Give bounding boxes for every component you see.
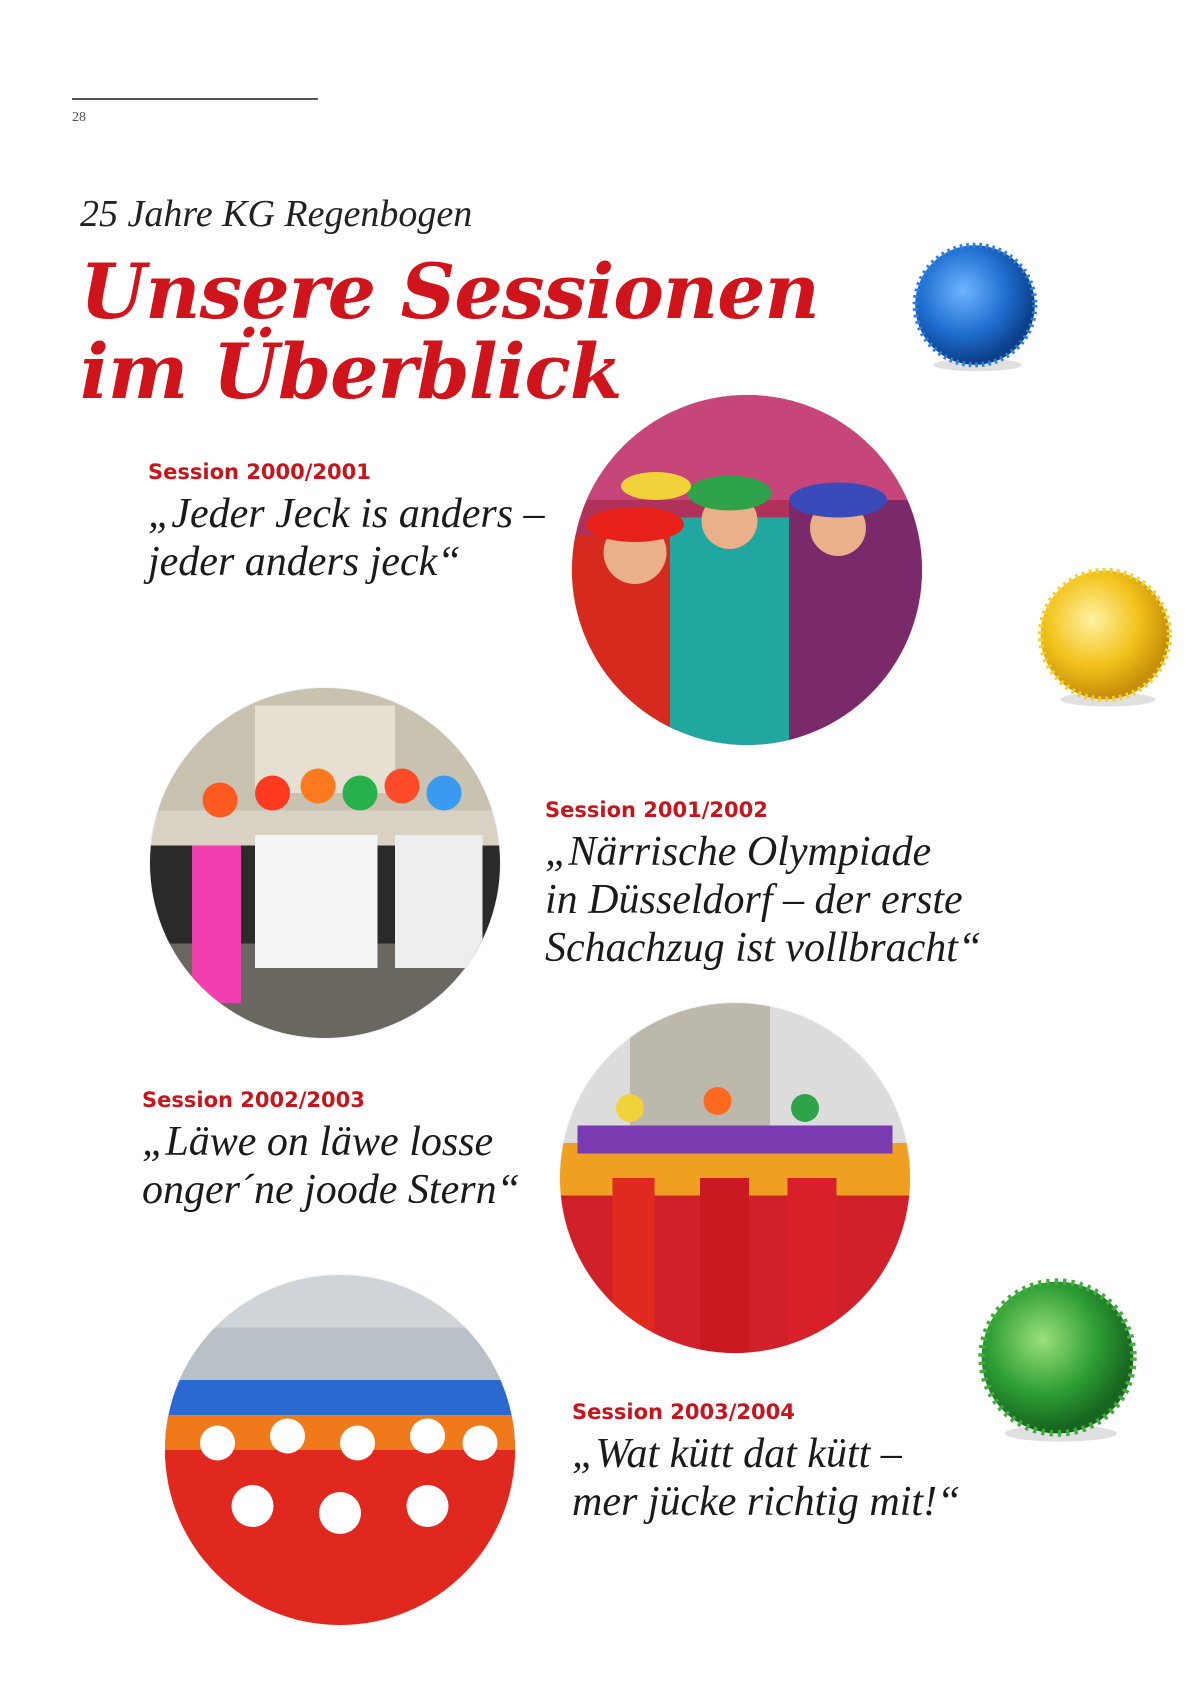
motto-line: jeder anders jeck“ (148, 539, 461, 585)
session-2001-2002 (545, 798, 981, 972)
session-motto (572, 1430, 960, 1526)
photo-session-2001-2002 (150, 688, 500, 1038)
photo-session-2000-2001 (572, 395, 922, 745)
motto-line: „Jeder Jeck is anders – (148, 491, 545, 537)
motto-line: „Närrische Olympiade (545, 829, 932, 875)
session-motto (148, 490, 545, 586)
motto-line: „Läwe on läwe losse (142, 1119, 494, 1165)
title-line-1: Unsere Sessionen (80, 247, 819, 336)
page-number: 28 (72, 110, 86, 125)
motto-line: Schachzug ist vollbracht“ (545, 925, 982, 971)
title-line-2: im Überblick (80, 327, 622, 416)
blue-pompom-decoration (910, 240, 1040, 370)
motto-line: onger´ne joode Stern“ (142, 1167, 520, 1213)
session-2003-2004 (572, 1400, 960, 1526)
session-2000-2001 (148, 460, 545, 586)
blue-pompom-icon (910, 240, 1040, 370)
motto-line: mer jücke richtig mit!“ (572, 1479, 961, 1525)
page-subtitle: 25 Jahre KG Regenbogen (80, 193, 473, 235)
session-label: Session 2002/2003 (142, 1088, 365, 1112)
motto-line: „Wat kütt dat kütt – (572, 1431, 902, 1477)
green-pompom-icon (975, 1275, 1140, 1440)
page-title (80, 247, 819, 416)
session-label: Session 2000/2001 (148, 460, 371, 484)
motto-line: in Düsseldorf – der erste (545, 877, 963, 923)
session-motto (142, 1118, 520, 1214)
photo-session-2003-2004 (165, 1275, 515, 1625)
yellow-pompom-icon (1035, 565, 1175, 705)
photo-session-2002-2003 (560, 1003, 910, 1353)
session-motto (545, 828, 981, 972)
header-rule (72, 98, 318, 100)
yellow-pompom-decoration (1035, 565, 1175, 705)
session-2002-2003 (142, 1088, 520, 1214)
green-pompom-decoration (975, 1275, 1140, 1440)
session-label: Session 2001/2002 (545, 798, 768, 822)
session-label: Session 2003/2004 (572, 1400, 795, 1424)
